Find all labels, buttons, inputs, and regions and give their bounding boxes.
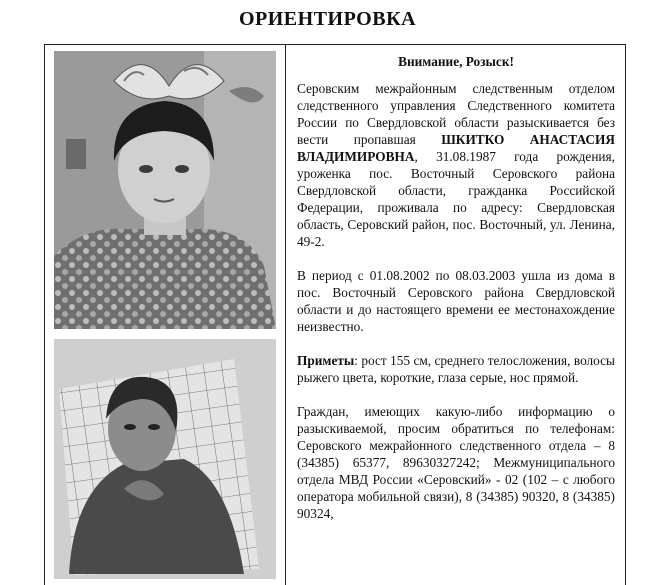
notice-text (297, 53, 615, 539)
child-photo (54, 51, 276, 329)
page-title: ОРИЕНТИРОВКА (238, 8, 417, 30)
column-divider (285, 45, 286, 585)
missing-person-name: ШКИТКО АНАСТАСИЯ ВЛАДИМИРОВНА (297, 132, 615, 164)
paragraph-description (297, 80, 615, 250)
paragraph-signs (297, 352, 615, 386)
age-progressed-sketch (54, 339, 276, 579)
paragraph-contacts: Граждан, имеющих какую-либо информацию о разыскиваемой, просим обратиться по телефонам: Серовского межрайонного следственного отдела – 8 (34385) 65377, 89630327242; Межмуниципального отдела МВД России «Серовский» - 02 (102 – с любого оператора мобильной связи), 8 (34385) 90320, 8 (34385) 90324, (297, 404, 615, 521)
signs-label: Приметы (297, 353, 355, 368)
description-details: , 31.08.1987 года рождения, уроженка пос. Восточный Серовского района Свердловской области, гражданка Российской Федерации, проживала по адресу: Свердловская область, Серовский район, пос. Восточный, ул. Ленина, 49-2. (297, 149, 615, 249)
notice-heading: Внимание, Розыск! (398, 54, 514, 69)
notice-table (44, 44, 626, 585)
paragraph-disappearance: В период с 01.08.2002 по 08.03.2003 ушла из дома в пос. Восточный Серовского района Свердловской области и до настоящего времени ее местонахождение неизвестно. (297, 268, 615, 334)
description-intro: Серовским межрайонным следственным отделом следственного управления Следственного комитета России по Свердловской области разыскивается без вести пропавшая (297, 81, 615, 147)
signs-text: : рост 155 см, среднего телосложения, волосы рыжего цвета, короткие, глаза серые, нос прямой. (297, 353, 615, 385)
